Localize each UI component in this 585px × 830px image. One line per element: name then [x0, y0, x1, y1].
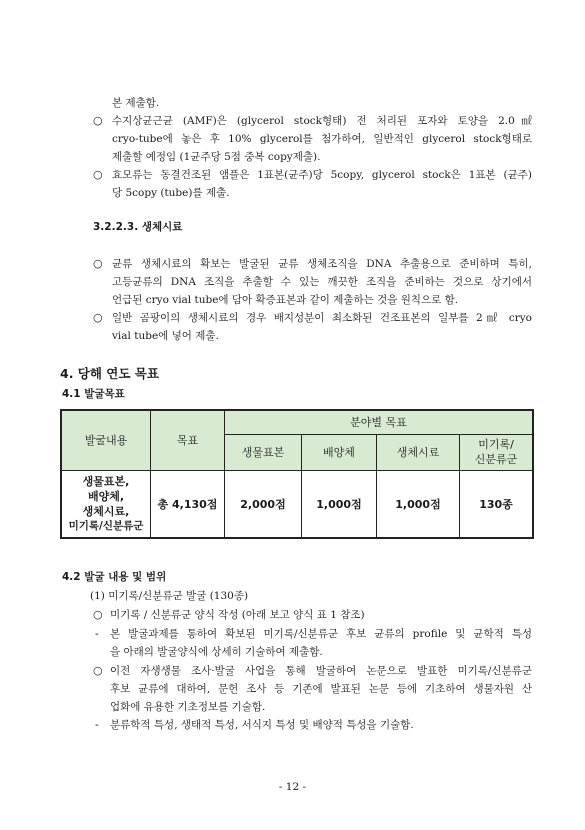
row-label-line: 배양체,	[87, 489, 125, 503]
subsection-item: (1) 미기록/신분류군 발굴 (130종)	[90, 590, 249, 602]
cell-new-taxa: 130종	[460, 470, 534, 538]
cell-culture: 1,000점	[302, 470, 377, 538]
paragraph-line: 을 아래의 발굴양식에 상세히 기술하여 제출함.	[110, 646, 323, 658]
paragraph-line: cryo-tube에 놓은 후 10% glycerol를 첨가하여, 일반적인 glycerol stock형태로	[112, 133, 532, 145]
paragraph-line: 언급된 cryo vial tube에 담아 확증표본과 같이 제출하는 것을 원칙으로 함.	[112, 294, 459, 306]
paragraph-line: 제출할 예정임 (1균주당 5점 중복 copy제출).	[112, 151, 321, 163]
paragraph-line: 업화에 유용한 기초정보를 기술함.	[110, 701, 266, 713]
paragraph-line: 고등균류의 DNA 조직을 추출할 수 있는 깨끗한 조직을 준비하는 것으로 상기에서	[112, 276, 532, 288]
paragraph-line: 일반 곰팡이의 생체시료의 경우 배지성분이 최소화된 건조표본의 일부를 2㎖ cryo	[112, 312, 532, 324]
bullet-dash: -	[95, 718, 99, 731]
section-4-1-heading: 4.1 발굴목표	[62, 388, 125, 400]
bullet-circle: ○	[93, 608, 103, 621]
paragraph-line: 당 5copy (tube)를 제출.	[112, 187, 230, 199]
continued-text: 본 제출함.	[112, 97, 160, 109]
bullet-circle: ○	[93, 257, 103, 270]
page-number: - 12 -	[278, 781, 307, 793]
cell-total: 총 4,130점	[151, 470, 225, 538]
section-4-2-heading: 4.2 발굴 내용 및 범위	[62, 571, 167, 583]
row-label-line: 생체시료,	[82, 504, 130, 518]
goal-table	[60, 409, 534, 539]
row-label-line: 생물표본,	[82, 474, 130, 488]
header-specimen: 생물표본	[225, 434, 302, 470]
row-label-line: 미기록/신분류군	[68, 519, 144, 532]
paragraph-line: 균류 생체시료의 확보는 발굴된 균류 생체조직을 DNA 추출용으로 준비하며 특히,	[112, 258, 532, 270]
paragraph-line: 분류학적 특성, 생태적 특성, 서식지 특성 및 배양적 특성을 기술함.	[110, 719, 414, 731]
paragraph-line: 미기록 / 신분류군 양식 작성 (아래 보고 양식 표 1 참조)	[110, 609, 365, 621]
header-biosample: 생체시료	[377, 434, 460, 470]
bullet-dash: -	[95, 627, 99, 640]
header-culture: 배양체	[302, 434, 377, 470]
row-label	[61, 470, 151, 538]
bullet-circle: ○	[93, 168, 103, 181]
bullet-circle: ○	[93, 664, 103, 677]
paragraph-line: 이전 자생생물 조사·발굴 사업을 통해 발굴하여 논문으로 발표한 미기록/신분류군	[110, 665, 532, 677]
section-4-heading: 4. 당해 연도 목표	[60, 366, 159, 381]
paragraph-line: vial tube에 넣어 제출.	[112, 330, 219, 342]
header-group: 분야별 목표	[225, 410, 534, 434]
paragraph-line: 본 발굴과제를 통하여 확보된 미기록/신분류군 후보 균류의 profile 및 균학적 특성	[110, 628, 532, 640]
header-content: 발굴내용	[61, 410, 151, 470]
paragraph-line: 후보 균류에 대하여, 문헌 조사 등 기존에 발표된 논문 등에 기초하여 생물자원 산	[110, 683, 532, 695]
bullet-circle: ○	[93, 114, 103, 127]
header-target: 목표	[151, 410, 225, 470]
section-heading: 3.2.2.3. 생체시료	[93, 221, 183, 233]
cell-biosample: 1,000점	[377, 470, 460, 538]
header-new-taxa: 미기록/ 신분류군	[460, 434, 534, 470]
bullet-circle: ○	[93, 311, 103, 324]
paragraph-line: 수지상균근균 (AMF)은 (glycerol stock형태) 전 처리된 포자와 토양을 2.0㎖	[112, 115, 532, 127]
cell-specimen: 2,000점	[225, 470, 302, 538]
paragraph-line: 효모류는 동결건조된 앰플은 1표본(균주)당 5copy, glycerol stock은 1표본 (균주)	[112, 169, 532, 181]
